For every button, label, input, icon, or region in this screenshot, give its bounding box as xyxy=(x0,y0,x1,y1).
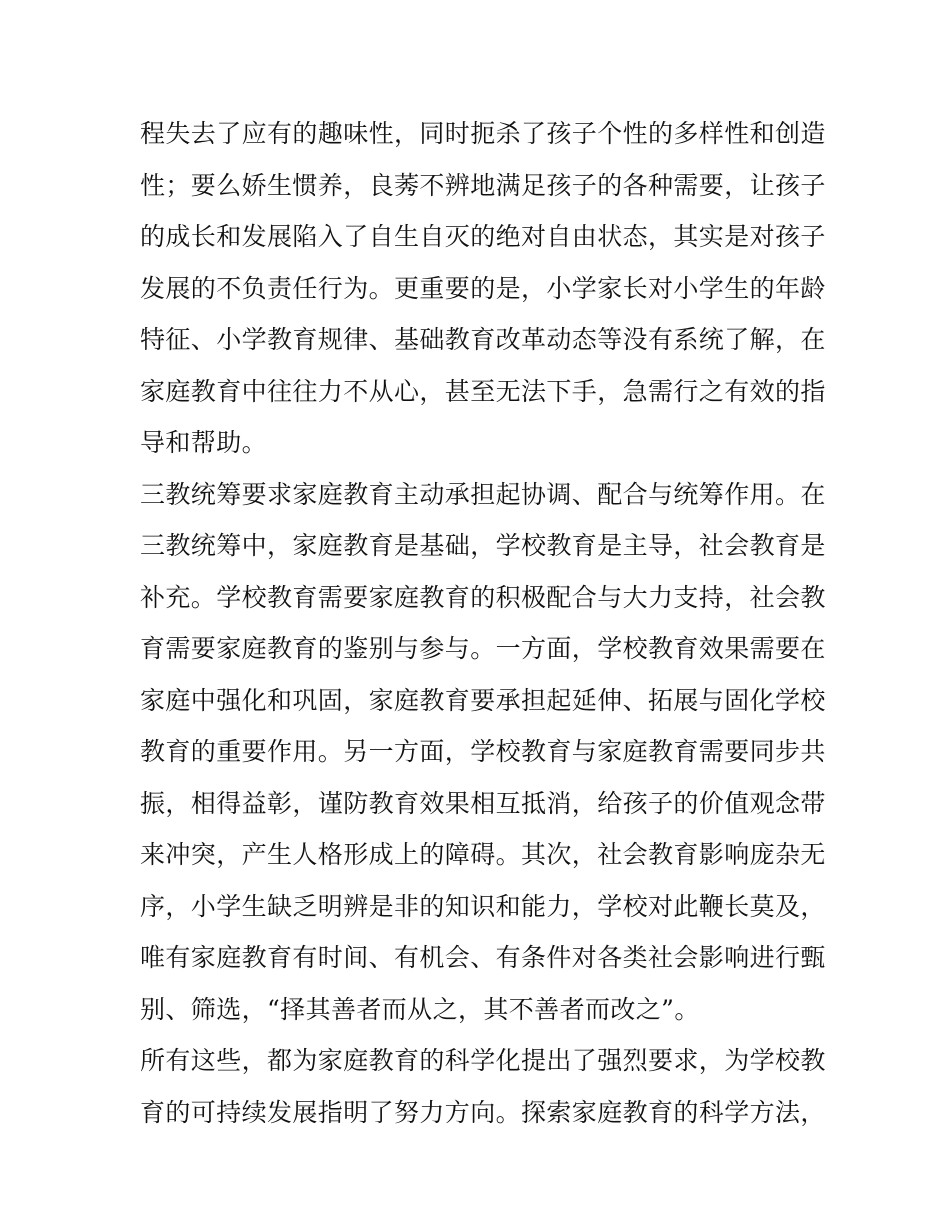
text-line: 来冲突，产生人格形成上的障碍。其次，社会教育影响庞杂无 xyxy=(140,840,826,869)
text-line: 三教统筹中，家庭教育是基础，学校教育是主导，社会教育是 xyxy=(140,531,826,560)
text-line: 特征、小学教育规律、基础教育改革动态等没有系统了解，在 xyxy=(140,325,826,354)
text-line: 性；要么娇生惯养，良莠不辨地满足孩子的各种需要，让孩子 xyxy=(140,170,826,200)
text-line: 别、筛选，“择其善者而从之，其不善者而改之”。 xyxy=(140,994,700,1024)
text-line: 育需要家庭教育的鉴别与参与。一方面，学校教育效果需要在 xyxy=(140,634,826,663)
text-line: 的成长和发展陷入了自生自灭的绝对自由状态，其实是对孩子 xyxy=(140,222,826,251)
text-line: 所有这些，都为家庭教育的科学化提出了强烈要求，为学校教 xyxy=(140,1046,826,1075)
text-line: 程失去了应有的趣味性，同时扼杀了孩子个性的多样性和创造 xyxy=(140,119,826,148)
text-line: 序，小学生缺乏明辨是非的知识和能力，学校对此鞭长莫及， xyxy=(140,891,826,921)
text-line: 三教统筹要求家庭教育主动承担起协调、配合与统筹作用。在 xyxy=(140,479,826,509)
text-line: 教育的重要作用。另一方面，学校教育与家庭教育需要同步共 xyxy=(140,737,826,766)
body-text xyxy=(140,108,826,1138)
text-line: 补充。学校教育需要家庭教育的积极配合与大力支持，社会教 xyxy=(140,582,826,612)
text-line: 振，相得益彰，谨防教育效果相互抵消，给孩子的价值观念带 xyxy=(140,788,826,818)
text-line: 育的可持续发展指明了努力方向。探索家庭教育的科学方法， xyxy=(140,1097,826,1127)
text-line: 唯有家庭教育有时间、有机会、有条件对各类社会影响进行甄 xyxy=(140,943,826,972)
text-line: 家庭中强化和巩固，家庭教育要承担起延伸、拓展与固化学校 xyxy=(140,685,826,715)
text-line: 家庭教育中往往力不从心，甚至无法下手，急需行之有效的指 xyxy=(140,376,826,406)
text-line: 导和帮助。 xyxy=(140,428,268,457)
text-line: 发展的不负责任行为。更重要的是，小学家长对小学生的年龄 xyxy=(140,273,826,303)
